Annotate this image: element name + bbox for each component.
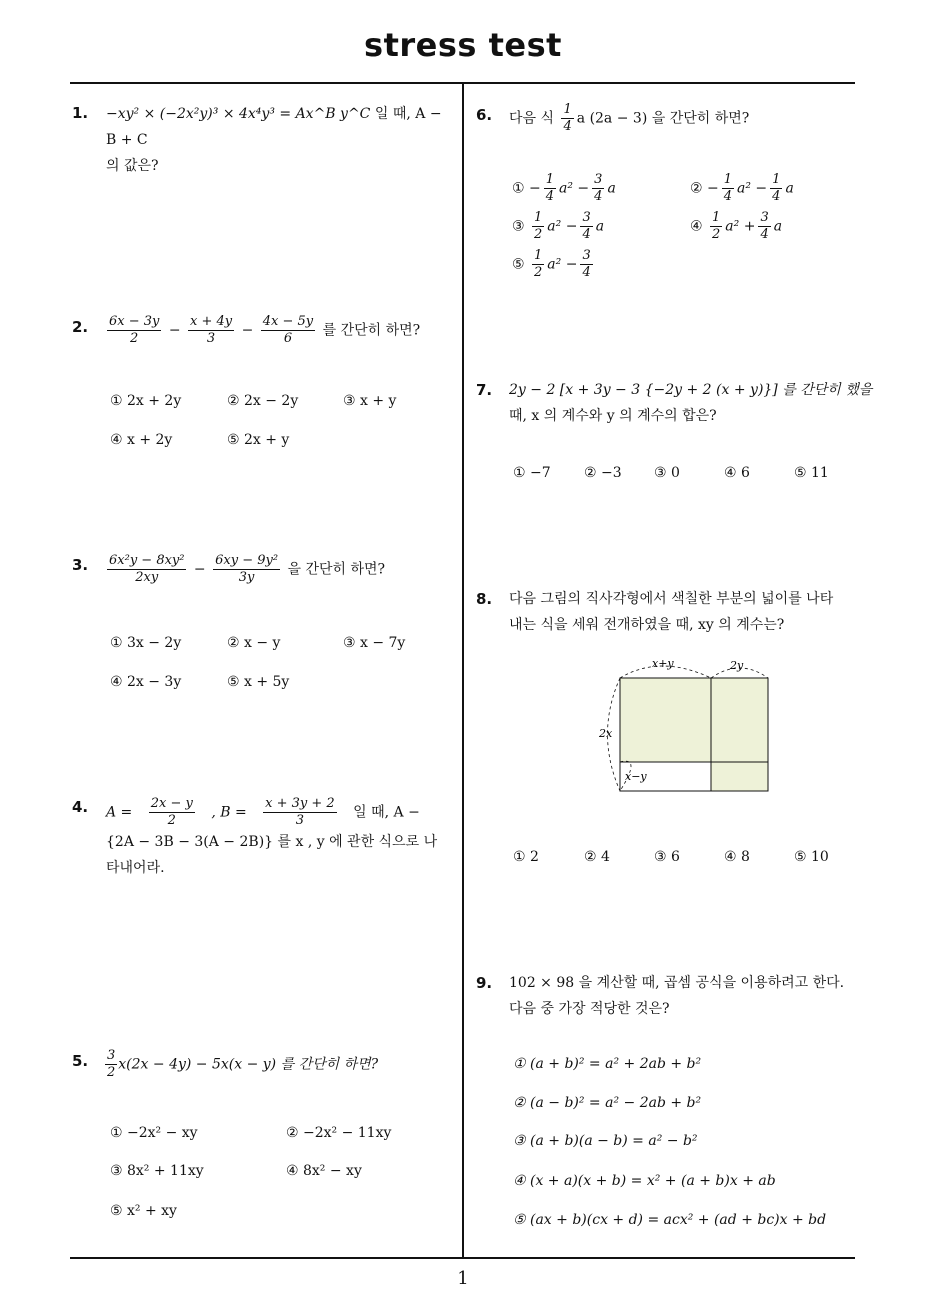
question-8 — [509, 586, 861, 638]
question-text: 다음 식 — [509, 110, 555, 127]
option-marker: ④ — [690, 218, 708, 235]
answer-option[interactable]: ③ 8x² + 11xy — [110, 1163, 204, 1179]
answer-option[interactable]: ③ 0 — [654, 465, 680, 481]
answer-option[interactable] — [690, 172, 794, 205]
answer-option[interactable]: ② −2x² − 11xy — [286, 1125, 392, 1141]
page-title: stress test — [364, 26, 562, 64]
question-1 — [106, 101, 456, 179]
question-2: $\frac{6x - 3y}{2}$ − $\frac{x + 4y}{3}$ − $\frac{4x - 5y}{6}$ 를 간단히 하면? — [109, 314, 421, 346]
fraction-numerator: 3 — [760, 210, 769, 225]
page-number: 1 — [457, 1268, 469, 1289]
option-term: a — [607, 180, 616, 197]
fraction-denominator: 4 — [563, 119, 572, 134]
fraction — [710, 210, 722, 243]
answer-option[interactable]: ⑤ x + 5y — [227, 674, 290, 690]
option-marker: ① − — [512, 180, 541, 197]
variable-label: , B = — [211, 804, 247, 821]
fraction-numerator: 1 — [712, 210, 721, 225]
question-text: 타내어라. — [106, 860, 165, 876]
question-text: 을 간단히 하면? — [287, 561, 386, 578]
answer-option[interactable] — [690, 210, 782, 243]
fraction-denominator: 2 — [107, 1065, 116, 1080]
answer-option[interactable]: ② 2x − 2y — [227, 393, 299, 409]
answer-option[interactable]: ① 2 — [513, 849, 539, 865]
question-7 — [509, 377, 873, 429]
rectangle-diagram — [590, 650, 780, 800]
variable-label: A = — [106, 804, 133, 821]
fraction-denominator: 2 — [712, 227, 721, 242]
answer-option[interactable]: ① 2x + 2y — [110, 393, 182, 409]
fraction-numerator: 1 — [534, 248, 543, 263]
answer-option[interactable]: ③ 6 — [654, 849, 680, 865]
fraction-denominator: 4 — [723, 189, 733, 204]
label-left: 2x — [599, 727, 613, 740]
answer-option[interactable]: ④ 8 — [724, 849, 750, 865]
fraction-numerator: 4x − 5y — [262, 314, 314, 329]
option-term: a² − — [737, 180, 768, 197]
fraction — [580, 210, 592, 243]
fraction-denominator: 3 — [206, 331, 216, 346]
question-text: 의 값은? — [106, 158, 159, 174]
question-number: 7. — [476, 381, 493, 399]
question-text: 102 × 98 을 계산할 때, 곱셈 공식을 이용하려고 한다. — [509, 975, 845, 991]
fraction-denominator: 3 — [295, 813, 305, 828]
fraction-numerator: 2x − y — [150, 796, 193, 811]
question-text: a (2a − 3) 을 간단히 하면? — [576, 110, 750, 127]
answer-option[interactable]: ③ (a + b)(a − b) = a² − b² — [513, 1133, 698, 1149]
answer-option[interactable]: ① −7 — [513, 465, 551, 481]
question-text: 를 간단히 하면? — [322, 322, 421, 339]
question-number: 5. — [72, 1052, 89, 1070]
answer-option[interactable]: ④ 2x − 3y — [110, 674, 182, 690]
fraction — [544, 172, 556, 205]
question-6 — [509, 102, 749, 135]
fraction-numerator: 1 — [563, 102, 572, 117]
fraction-numerator: 3 — [582, 210, 591, 225]
answer-option[interactable]: ⑤ (ax + b)(cx + d) = acx² + (ad + bc)x + bd — [513, 1212, 827, 1228]
question-number: 6. — [476, 106, 493, 124]
fraction-denominator: 2 — [534, 265, 543, 280]
fraction-denominator: 2 — [130, 331, 139, 346]
fraction-numerator: 1 — [534, 210, 543, 225]
fraction-denominator: 4 — [582, 227, 591, 242]
answer-option[interactable]: ④ (x + a)(x + b) = x² + (a + b)x + ab — [513, 1173, 776, 1189]
option-term: a — [785, 180, 794, 197]
answer-option[interactable]: ④ 6 — [724, 465, 750, 481]
option-marker: ③ — [512, 218, 530, 235]
question-4 — [106, 796, 458, 881]
fraction-denominator: 4 — [760, 227, 769, 242]
option-marker: ② − — [690, 180, 719, 197]
fraction-denominator: 6 — [283, 331, 293, 346]
fraction-denominator: 2xy — [135, 570, 159, 585]
answer-option[interactable]: ① 3x − 2y — [110, 635, 182, 651]
label-top-right: 2y — [730, 659, 744, 672]
fraction-numerator: x + 3y + 2 — [265, 796, 335, 811]
question-number: 1. — [72, 104, 89, 122]
option-term: a — [595, 218, 605, 235]
answer-option[interactable]: ② −3 — [584, 465, 622, 481]
answer-option[interactable]: ⑤ x² + xy — [110, 1203, 177, 1219]
question-9 — [509, 970, 861, 1022]
answer-option[interactable]: ② (a − b)² = a² − 2ab + b² — [513, 1095, 702, 1111]
option-term: a² + — [725, 218, 756, 235]
option-term: a — [773, 218, 783, 235]
fraction — [758, 210, 770, 243]
question-expression: −xy² × (−2x²y)³ × 4x⁴y³ = Ax^B y^C — [106, 106, 371, 122]
footer-rule — [70, 1257, 855, 1259]
question-expression: x(2x − 4y) − 5x(x − y) 를 간단히 하면? — [118, 1056, 379, 1073]
fraction-denominator: 4 — [582, 265, 591, 280]
fraction — [770, 172, 782, 205]
answer-option[interactable] — [512, 210, 604, 243]
answer-option[interactable]: ⑤ 11 — [794, 465, 829, 481]
question-text: 내는 식을 세워 전개하였을 때, xy 의 계수는? — [509, 617, 785, 633]
question-text: {2A − 3B − 3(A − 2B)} 를 x , y 에 관한 식으로 나 — [106, 834, 438, 850]
question-text: 일 때, A − B + C — [106, 106, 442, 148]
fraction-numerator: 6x − 3y — [109, 314, 160, 329]
answer-option[interactable]: ② 4 — [584, 849, 610, 865]
question-5 — [104, 1048, 378, 1081]
question-number: 4. — [72, 798, 89, 816]
question-number: 3. — [72, 556, 89, 574]
answer-option[interactable]: ⑤ 10 — [794, 849, 829, 865]
option-term: a² − — [559, 180, 590, 197]
label-inner: x−y — [625, 770, 647, 783]
question-3: $\frac{\text{6x²y − 8xy²}}{2xy}$ − $\frac{\text{6xy − 9y²}}{3y}$ 을 간단히 하면? — [109, 553, 386, 585]
answer-option[interactable]: ① −2x² − xy — [110, 1125, 198, 1141]
fraction-numerator: 1 — [772, 172, 781, 187]
question-text: 일 때, A − — [353, 804, 420, 821]
question-expression: 2y − 2 [x + 3y − 3 {−2y + 2 (x + y)}] 를 간단히 했을 — [509, 382, 873, 398]
answer-option[interactable]: ③ x − 7y — [343, 635, 406, 651]
fraction-numerator: 1 — [723, 172, 733, 187]
fraction-numerator: 6xy − 9y² — [215, 553, 279, 568]
fraction-denominator: 2 — [534, 227, 543, 242]
fraction-numerator: 3 — [594, 172, 603, 187]
question-text: 다음 중 가장 적당한 것은? — [509, 1001, 670, 1017]
fraction — [722, 172, 734, 205]
question-number: 9. — [476, 974, 493, 992]
question-text: 다음 그림의 직사각형에서 색칠한 부분의 넓이를 나타 — [509, 591, 834, 607]
shaded-region — [620, 678, 711, 762]
fraction-numerator: 6x²y − 8xy² — [109, 553, 185, 568]
question-number: 2. — [72, 318, 89, 336]
fraction-denominator: 3y — [238, 570, 255, 585]
fraction-numerator: x + 4y — [190, 314, 233, 329]
fraction-denominator: 4 — [545, 189, 555, 204]
answer-option[interactable]: ④ x + 2y — [110, 432, 173, 448]
answer-option[interactable] — [512, 248, 596, 281]
fraction — [532, 210, 544, 243]
column-divider — [462, 84, 464, 1258]
option-marker: ⑤ — [512, 256, 530, 273]
fraction-denominator: 4 — [772, 189, 781, 204]
fraction — [532, 248, 544, 281]
answer-option[interactable]: ② x − y — [227, 635, 281, 651]
fraction-numerator: 3 — [582, 248, 591, 263]
question-text: 때, x 의 계수와 y 의 계수의 합은? — [509, 408, 717, 424]
answer-option[interactable]: ③ x + y — [343, 393, 397, 409]
fraction-numerator: 3 — [107, 1048, 116, 1063]
option-term: a² − — [547, 218, 578, 235]
shaded-region — [711, 678, 768, 791]
fraction-denominator: 4 — [594, 189, 603, 204]
answer-option[interactable] — [512, 172, 616, 205]
option-term: a² − — [547, 256, 578, 273]
fraction — [580, 248, 592, 281]
fraction — [592, 172, 604, 205]
answer-option[interactable]: ① (a + b)² = a² + 2ab + b² — [513, 1056, 702, 1072]
answer-option[interactable]: ⑤ 2x + y — [227, 432, 290, 448]
answer-option[interactable]: ④ 8x² − xy — [286, 1163, 362, 1179]
fraction-numerator: 1 — [545, 172, 555, 187]
question-number: 8. — [476, 590, 493, 608]
fraction-denominator: 2 — [167, 813, 176, 828]
label-top-left: x+y — [652, 657, 674, 670]
